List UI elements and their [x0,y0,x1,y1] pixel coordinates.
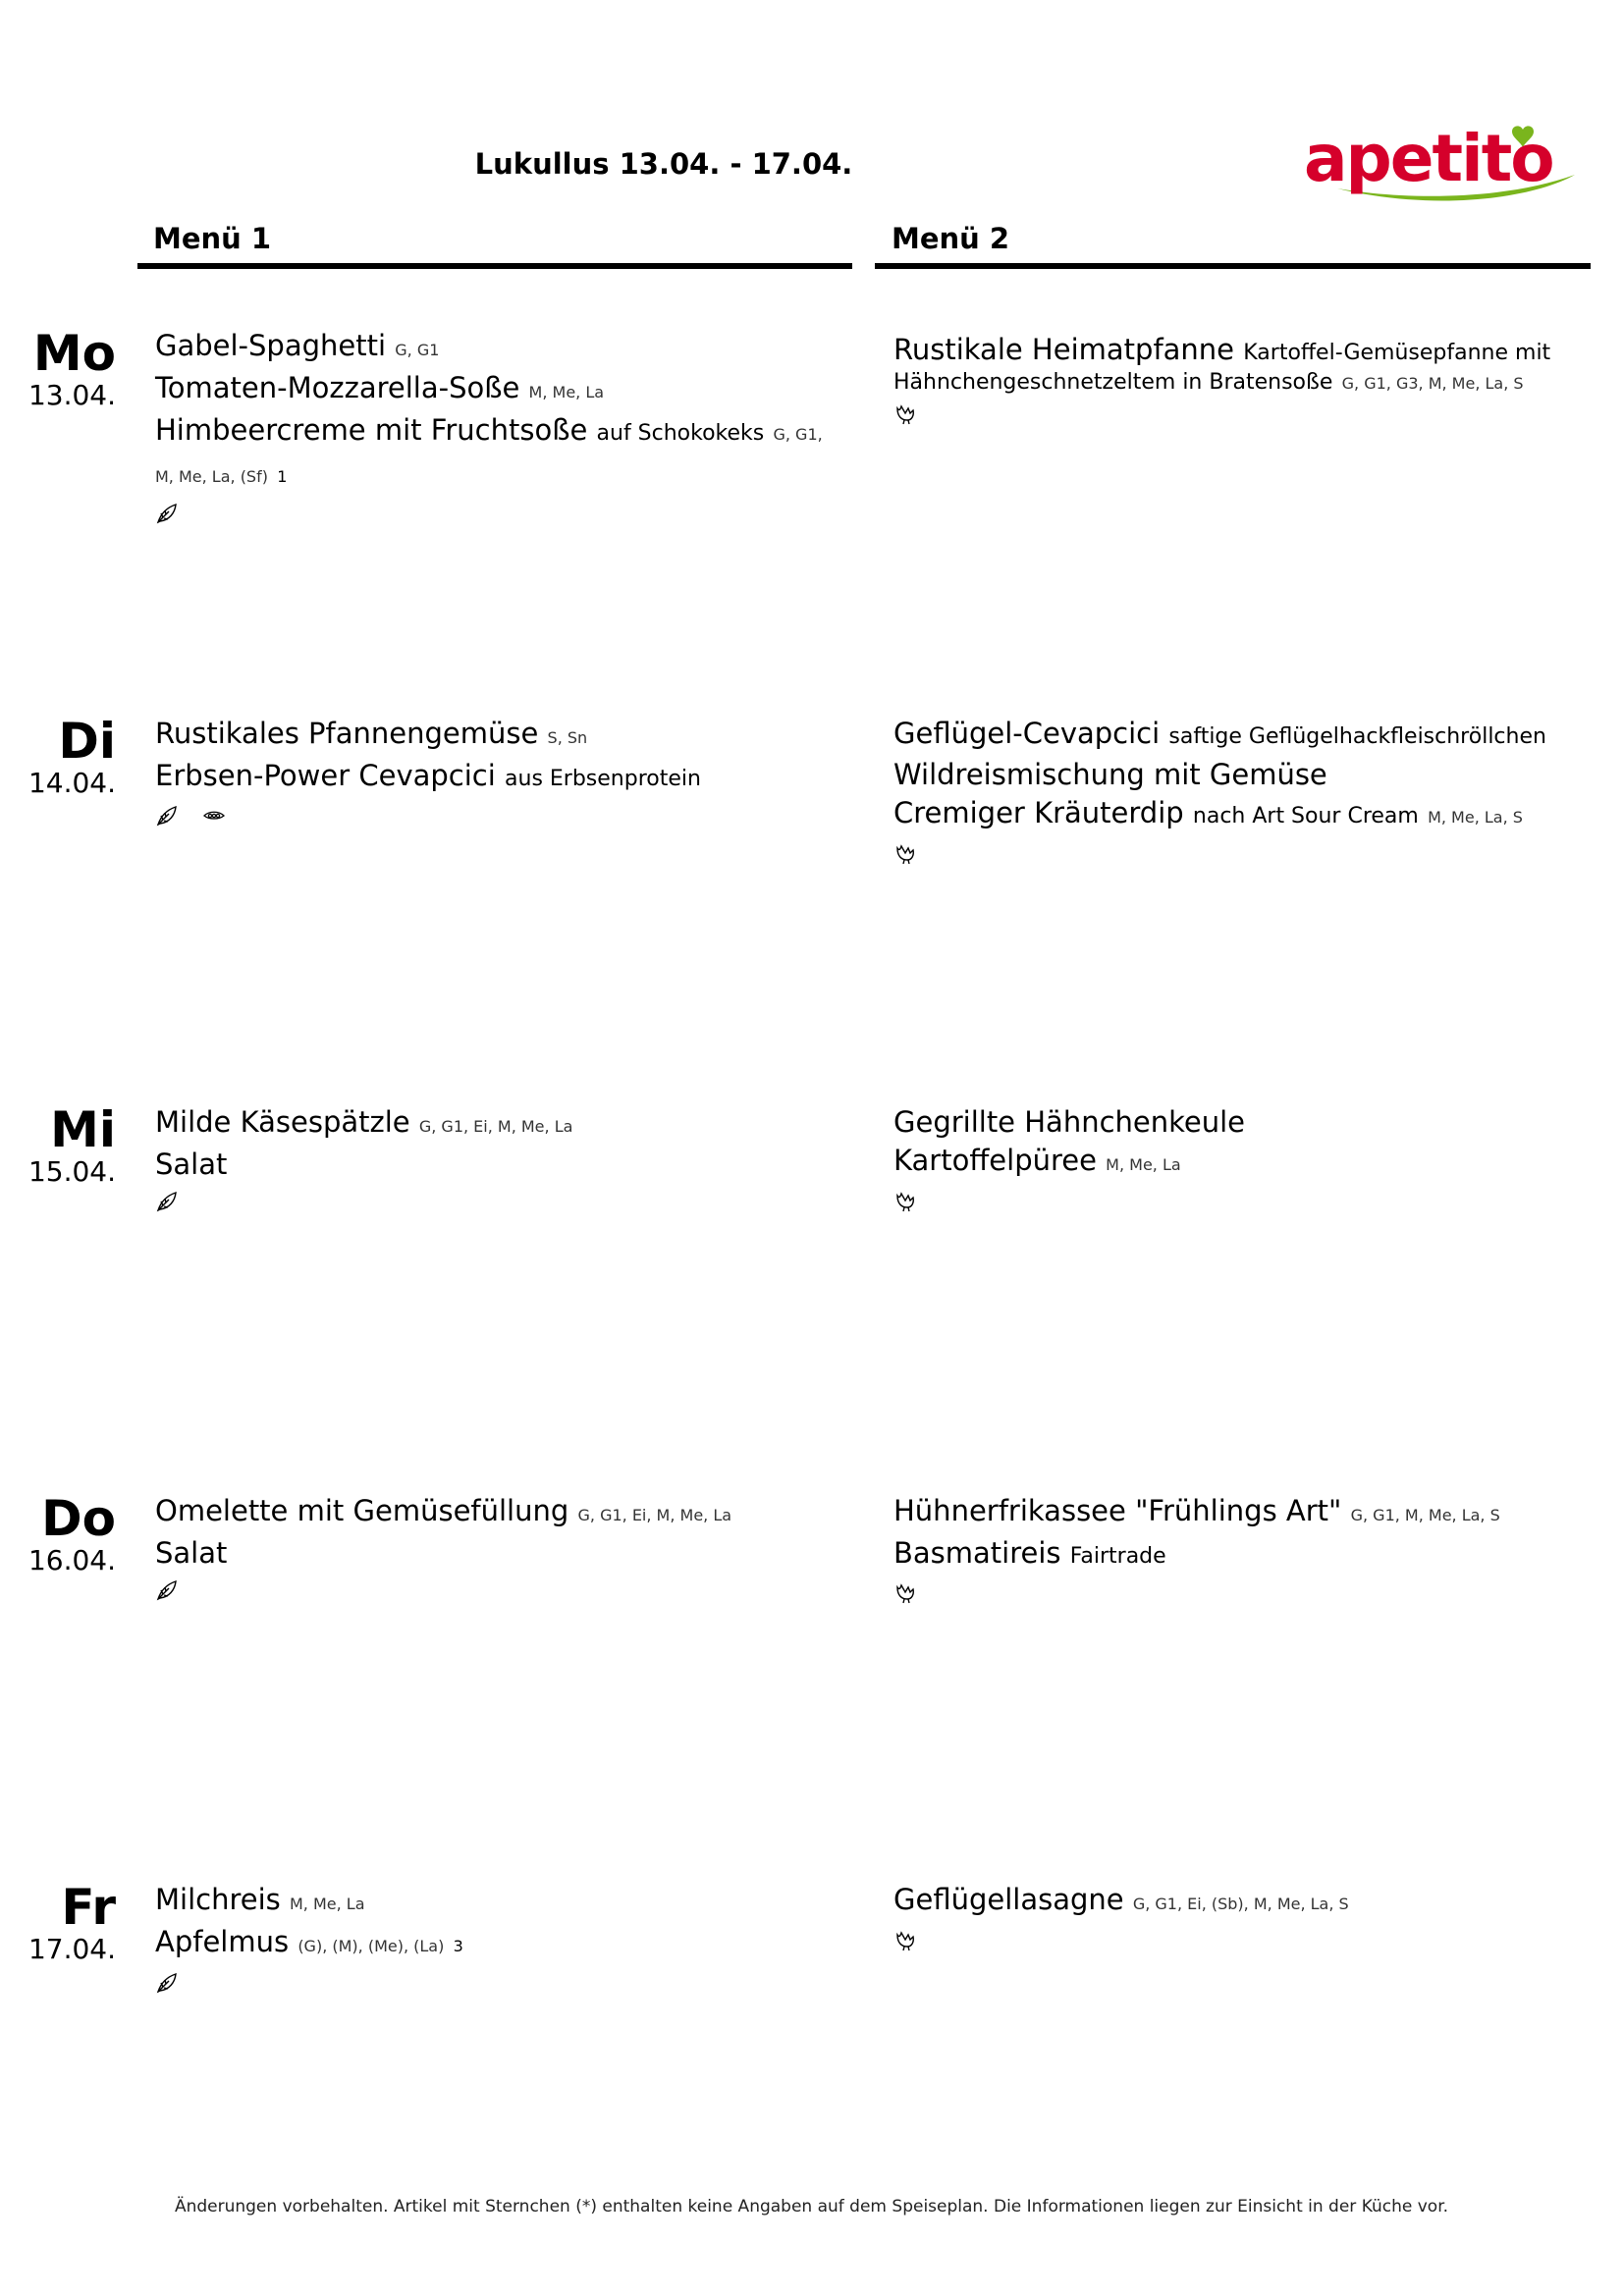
diet-icons [893,842,1591,866]
dish-name: Wildreismischung mit Gemüse [893,758,1327,791]
day-date: 17.04. [27,1933,116,1965]
dish-line [893,756,1591,794]
diet-icons [893,1581,1591,1605]
dish-name: Milde Käsespätzle [155,1105,410,1139]
allergen-codes: G, G1 [395,341,440,359]
dish-line [155,1492,842,1534]
menu2-block [893,1492,1591,1605]
footer-note: Änderungen vorbehalten. Artikel mit Sternchen (*) enthalten keine Angaben auf dem Speiseplan. Die Informationen liegen zur Einsicht in der Küche vor. [174,2197,1449,2216]
menu1-block [155,1881,842,1995]
diet-icons [155,1190,842,1213]
weekday: Mi [50,1101,116,1158]
dish-name: Salat [155,1148,228,1181]
dish-line [893,1103,1591,1142]
dish-name: Kartoffelpüree [893,1144,1097,1177]
dish-line [155,1146,842,1184]
dish-description: auf Schokokeks [596,421,765,446]
menu1-block [155,1492,842,1602]
dish-description: saftige Geflügelhackfleischröllchen [1168,724,1546,749]
dish-line [155,327,842,369]
vegetarian-leaf-icon [155,1190,179,1213]
weekday: Mo [32,325,116,382]
diet-icons [155,1971,842,1995]
diet-icons [893,1929,1591,1952]
dish-line [155,757,842,798]
diet-icons [155,804,842,828]
menu2-heading: Menü 2 [892,222,1010,255]
dish-line [155,1881,842,1923]
dish-name: Milchreis [155,1883,281,1916]
dish-name: Geflügel-Cevapcici [893,717,1161,750]
dish-line [893,794,1591,836]
allergen-codes: G, G1, G3, M, Me, La, S [1341,374,1524,393]
day-date: 16.04. [27,1544,116,1576]
dish-name: Himbeercreme mit Fruchtsoße [155,413,588,447]
dish-name: Rustikale Heimatpfanne [893,333,1235,366]
dish-name: Cremiger Kräuterdip [893,796,1184,829]
menu1-rule [137,263,852,269]
menu2-block [893,327,1591,426]
day-label [0,1103,116,1188]
dish-line [893,335,1591,397]
dish-line [155,715,842,757]
dish-line [893,1534,1591,1575]
weekday: Do [41,1490,116,1547]
menu1-block [155,327,842,525]
diet-icons [155,1578,842,1602]
allergen-codes: M, Me, La [289,1895,365,1913]
dish-description: Kartoffel-Gemüsepfanne mit Hähnchengeschnetzeltem in Bratensoße [893,341,1551,395]
dish-description: Fairtrade [1069,1544,1166,1569]
chicken-icon [893,1929,917,1952]
vegetarian-leaf-icon [155,1578,179,1602]
vegetarian-leaf-icon [155,1971,179,1995]
allergen-codes: M, Me, La, S [1428,808,1523,827]
day-label [0,1492,116,1576]
dish-line [155,1923,842,1965]
vegetarian-leaf-icon [155,502,179,525]
weekday: Fr [61,1879,116,1936]
dish-name: Apfelmus [155,1925,290,1958]
dish-line [155,411,842,496]
day-label [0,1881,116,1965]
day-date: 15.04. [27,1155,116,1188]
menu1-heading: Menü 1 [153,222,272,255]
dish-line [893,715,1591,756]
diet-icons [893,1190,1591,1213]
apetito-logo [1298,118,1593,206]
chicken-icon [893,842,917,866]
dish-name: Hühnerfrikassee "Frühlings Art" [893,1494,1342,1527]
allergen-codes: G, G1, M, Me, La, S [1350,1506,1500,1524]
allergen-codes: M, Me, La [1106,1155,1181,1174]
chicken-icon [893,402,917,426]
menu1-block [155,1103,842,1213]
additive-note: 3 [453,1937,463,1955]
dish-name: Gabel-Spaghetti [155,329,387,362]
diet-icons [155,502,842,525]
vegetarian-leaf-icon [155,804,179,828]
dish-name: Basmatireis [893,1536,1061,1570]
dish-name: Geflügellasagne [893,1883,1124,1916]
dish-name: Omelette mit Gemüsefüllung [155,1494,569,1527]
dish-line [155,369,842,411]
dish-name: Erbsen-Power Cevapcici [155,759,496,792]
menu2-block [893,715,1591,866]
logo-wordmark: apetito [1304,121,1553,196]
menu2-block [893,1881,1591,1952]
allergen-codes: G, G1, Ei, M, Me, La [577,1506,732,1524]
additive-note: 1 [277,467,288,486]
chicken-icon [893,1190,917,1213]
menu1-block [155,715,842,828]
dish-name: Rustikales Pfannengemüse [155,717,539,750]
allergen-codes: G, G1, Ei, (Sb), M, Me, La, S [1132,1895,1349,1913]
dish-line [155,1103,842,1146]
dish-name: Tomaten-Mozzarella-Soße [155,371,520,404]
allergen-codes: G, G1, Ei, M, Me, La [418,1117,573,1136]
allergen-codes: M, Me, La [528,383,605,401]
menu2-block [893,1103,1591,1213]
day-label [0,327,116,411]
allergen-codes: S, Sn [547,728,588,747]
day-date: 14.04. [27,767,116,799]
dish-line [893,1881,1591,1923]
page-title: Lukullus 13.04. - 17.04. [474,147,853,181]
day-label [0,715,116,799]
apetito-logo-graphic [1298,118,1593,206]
weekday: Di [58,713,116,770]
diet-icons [893,402,1591,426]
dish-line [893,1492,1591,1534]
menu2-rule [875,263,1591,269]
allergen-codes: (G), (M), (Me), (La) [298,1937,445,1955]
allergen-codes: G, G1, M, Me, La, (Sf) [155,425,823,486]
dish-name: Gegrillte Hähnchenkeule [893,1105,1246,1139]
pea-pod-icon [202,804,226,828]
dish-description: nach Art Sour Cream [1192,804,1419,828]
chicken-icon [893,1581,917,1605]
dish-name: Salat [155,1536,228,1570]
dish-line [893,1142,1591,1184]
dish-description: aus Erbsenprotein [505,767,701,791]
dish-line [155,1534,842,1573]
day-date: 13.04. [27,379,116,411]
